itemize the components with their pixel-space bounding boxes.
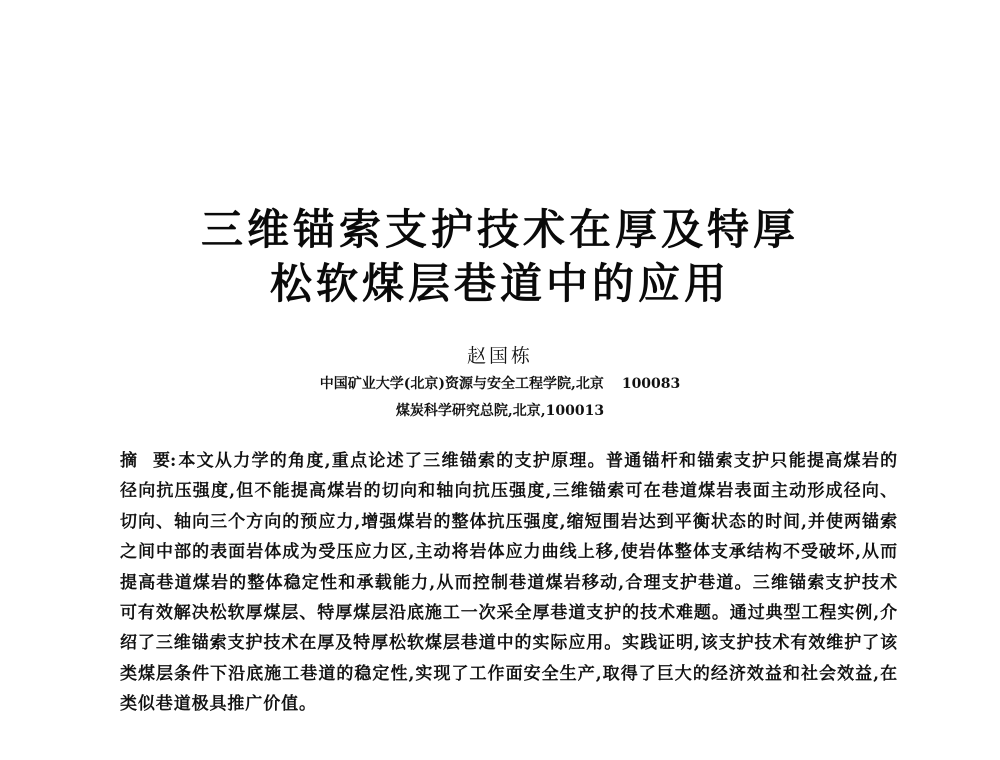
abstract-label-colon: : xyxy=(170,451,177,471)
affiliation-1-name: 中国矿业大学(北京)资源与安全工程学院,北京 xyxy=(319,376,604,392)
author-name: 赵国栋 xyxy=(466,345,533,367)
abstract-label-char-1: 摘 xyxy=(120,451,137,471)
affiliation-2 xyxy=(0,401,1000,421)
abstract xyxy=(120,446,898,720)
affiliation-1 xyxy=(0,374,1000,394)
abstract-label-char-2: 要 xyxy=(153,451,170,471)
affiliation-2-name: 煤炭科学研究总院,北京,100013 xyxy=(395,403,605,419)
title-line-1: 三维锚索支护技术在厚及特厚 xyxy=(200,205,799,254)
affiliation-1-postcode: 100083 xyxy=(621,376,681,392)
paper-title xyxy=(0,203,1000,311)
abstract-label xyxy=(120,446,178,476)
abstract-text: 本文从力学的角度,重点论述了三维锚索的支护原理。普通锚杆和锚索支护只能提高煤岩的径向抗压强度,但不能提高煤岩的切向和轴向抗压强度,三维锚索可在巷道煤岩表面主动形成径向、切向、轴向三个方向的预应力,增强煤岩的整体抗压强度,缩短围岩达到平衡状态的时间,并使两锚索之间中部的表面岩体成为受压应力区,主动将岩体应力曲线上移,使岩体整体支承结构不受破坏,从而提高巷道煤岩的整体稳定性和承载能力,从而控制巷道煤岩移动,合理支护巷道。三维锚索支护技术可有效解决松软厚煤层、特厚煤层沿底施工一次采全厚巷道支护的技术难题。通过典型工程实例,介绍了三维锚索支护技术在厚及特厚松软煤层巷道中的实际应用。实践证明,该支护技术有效维护了该类煤层条件下沿底施工巷道的稳定性,实现了工作面安全生产,取得了巨大的经济效益和社会效益,在类似巷道极具推广价值。 xyxy=(120,451,898,715)
title-line-2: 松软煤层巷道中的应用 xyxy=(269,259,730,308)
